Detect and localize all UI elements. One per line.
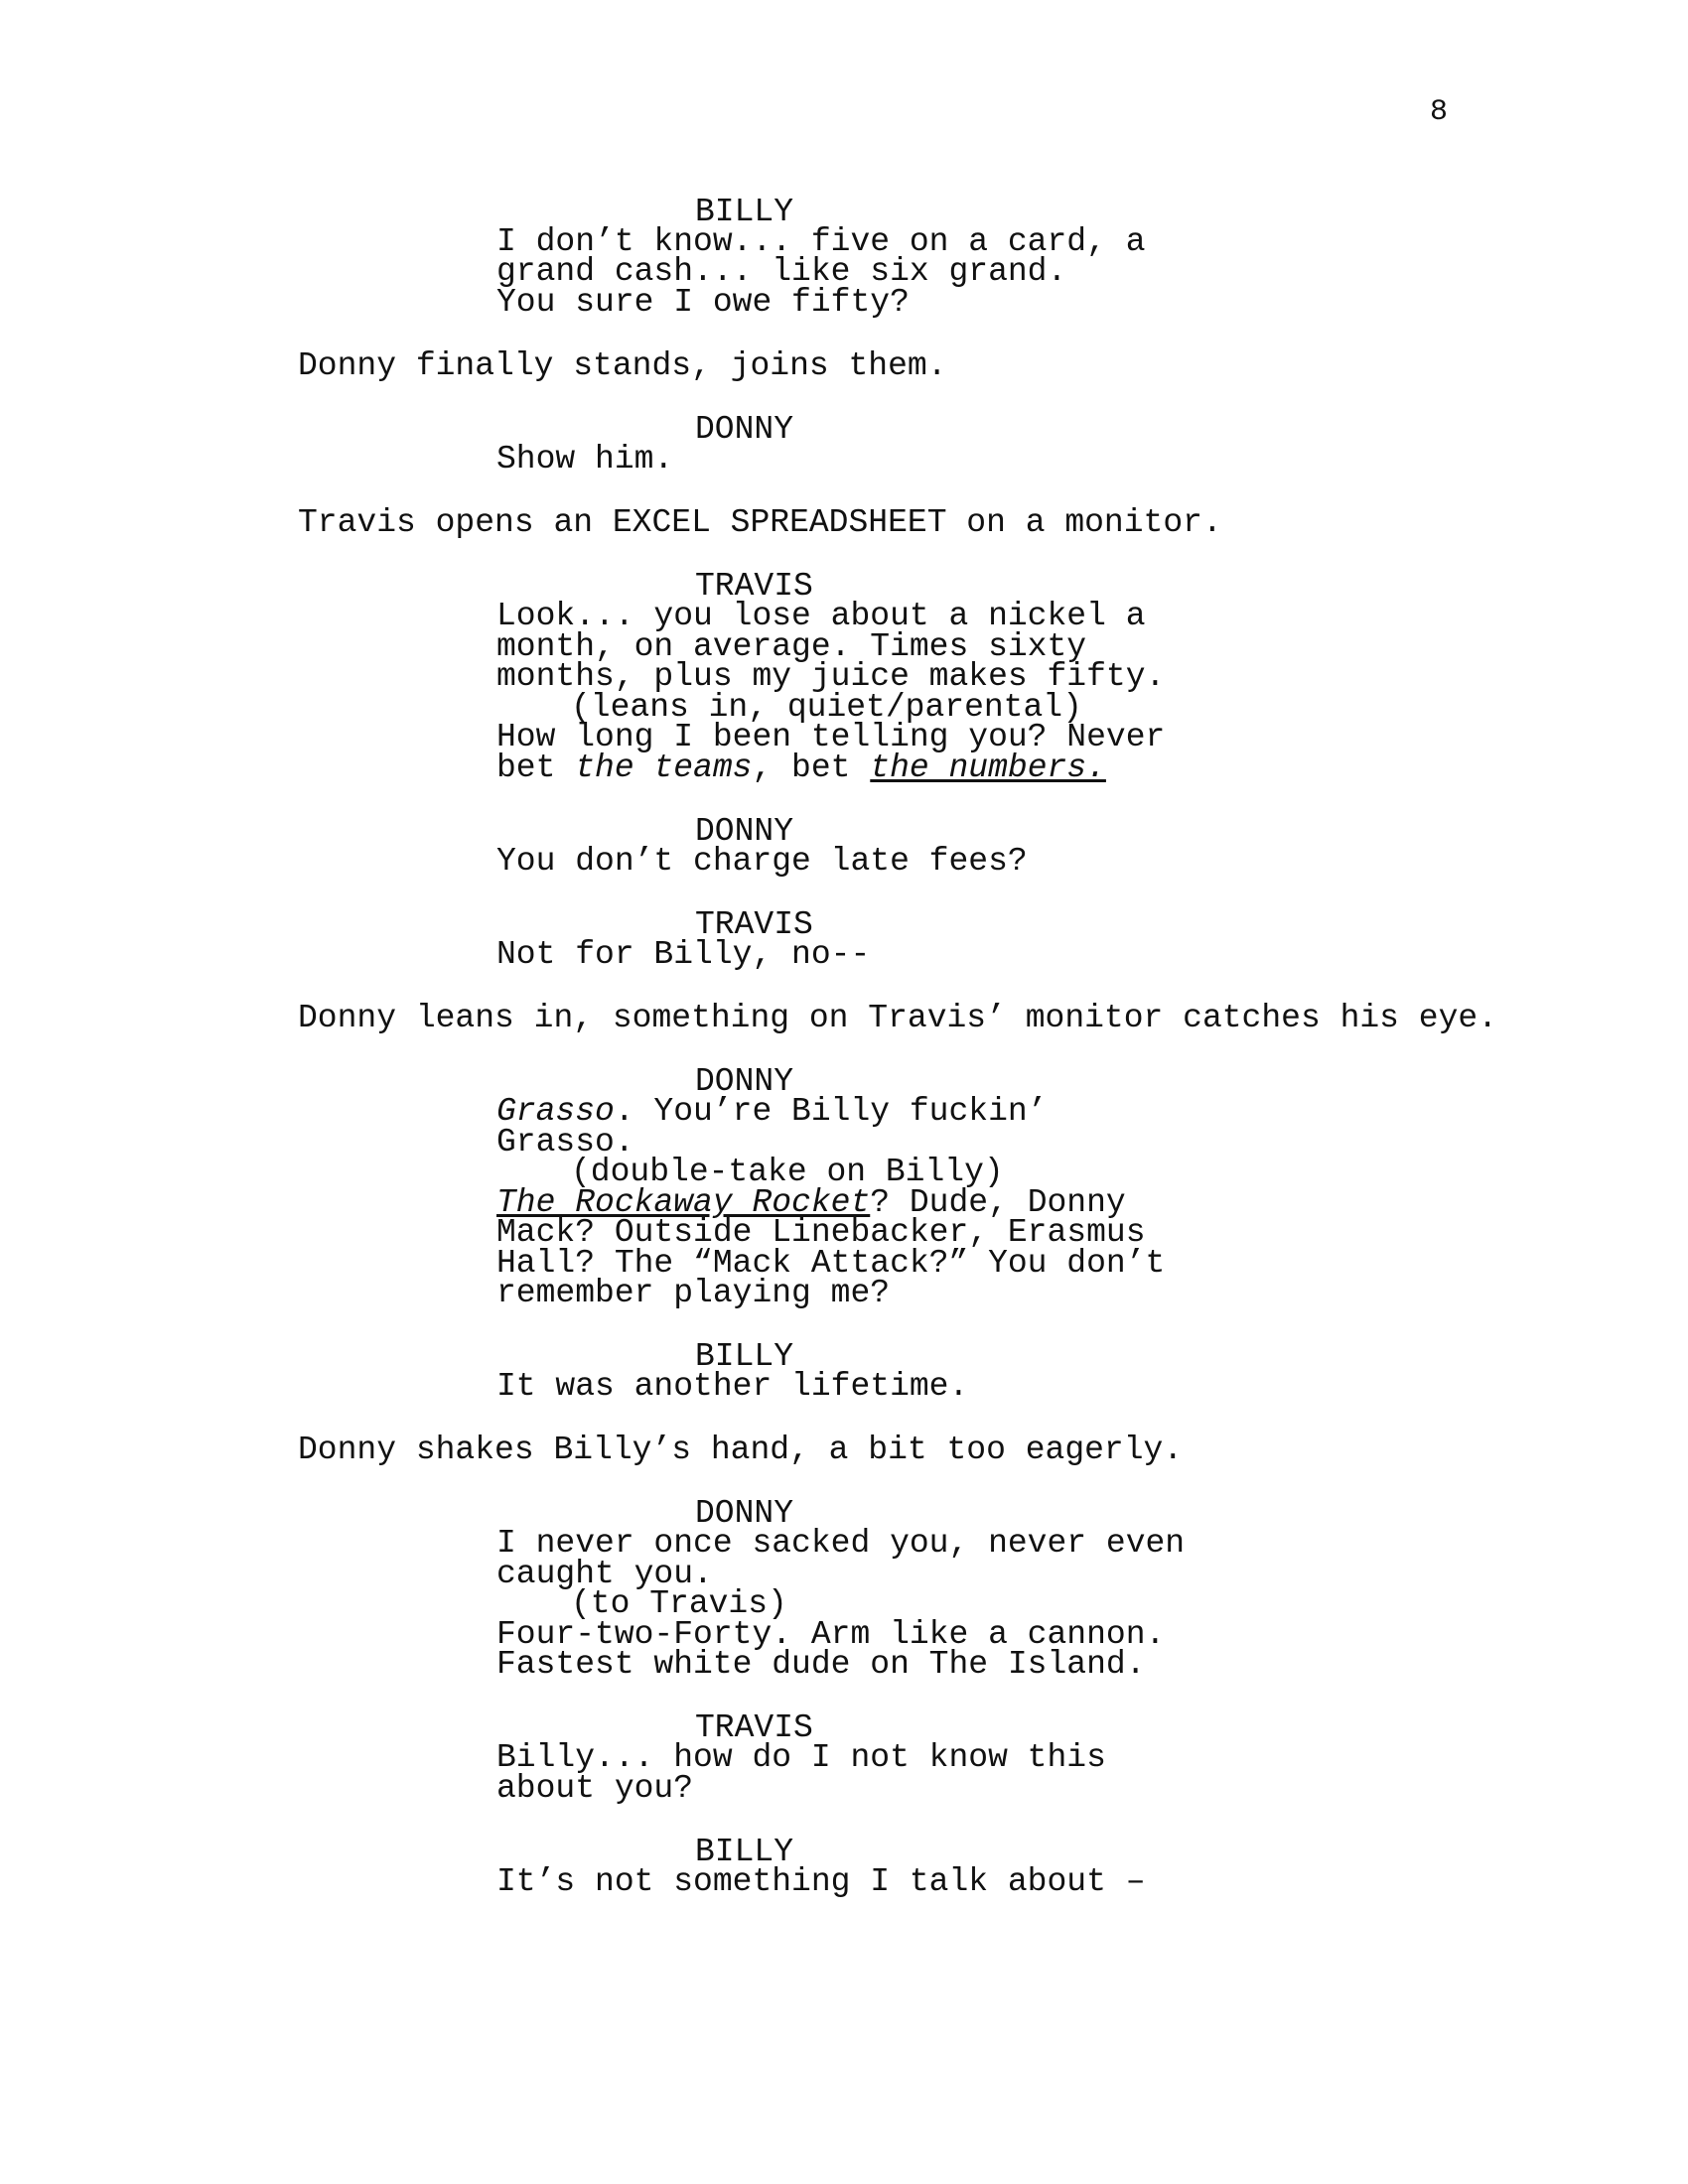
character-name-billy: BILLY (695, 194, 794, 230)
dialogue-line: You don’t charge late fees? (496, 843, 1028, 880)
dialogue-line: caught you. (496, 1556, 713, 1592)
dialogue-line: It’s not something I talk about – (496, 1863, 1146, 1900)
dialogue-line: It was another lifetime. (496, 1368, 969, 1405)
parenthetical: (to Travis) (571, 1585, 787, 1622)
character-name-billy: BILLY (695, 1338, 794, 1375)
dialogue-line: I never once sacked you, never even (496, 1525, 1186, 1562)
page-number: 8 (1430, 95, 1449, 129)
dialogue-line (496, 1093, 1048, 1130)
text-segment: . You’re Billy fuckin’ (614, 1093, 1048, 1130)
dialogue-line: Not for Billy, no-- (496, 936, 871, 973)
action-line: Travis opens an EXCEL SPREADSHEET on a monitor. (298, 504, 1222, 541)
character-name-billy: BILLY (695, 1834, 794, 1870)
dialogue-line: Grasso. (496, 1124, 634, 1160)
parenthetical: (double-take on Billy) (571, 1154, 1004, 1190)
character-name-travis: TRAVIS (695, 1709, 813, 1746)
dialogue-line: How long I been telling you? Never (496, 719, 1166, 755)
dialogue-line: You sure I owe fifty? (496, 284, 910, 321)
dialogue-line: Look... you lose about a nickel a (496, 598, 1146, 634)
dialogue-line: Fastest white dude on The Island. (496, 1646, 1146, 1683)
action-line: Donny leans in, something on Travis’ monitor catches his eye. (298, 1000, 1497, 1036)
text-segment: , bet (752, 750, 871, 786)
emphasis-text: Grasso (496, 1093, 615, 1130)
dialogue-line (496, 750, 1106, 786)
action-line: Donny shakes Billy’s hand, a bit too eagerly. (298, 1432, 1184, 1468)
dialogue-line: Mack? Outside Linebacker, Erasmus (496, 1214, 1146, 1251)
character-name-donny: DONNY (695, 1063, 794, 1100)
character-name-travis: TRAVIS (695, 906, 813, 943)
dialogue-line: months, plus my juice makes fifty. (496, 658, 1166, 695)
underlined-emphasis-text: The Rockaway Rocket (496, 1184, 871, 1221)
text-segment: ? Dude, Donny (870, 1184, 1126, 1221)
dialogue-line: about you? (496, 1770, 694, 1807)
dialogue-line: month, on average. Times sixty (496, 628, 1087, 665)
dialogue-line: I don’t know... five on a card, a (496, 223, 1146, 260)
character-name-donny: DONNY (695, 1495, 794, 1532)
dialogue-line: grand cash... like six grand. (496, 253, 1067, 290)
character-name-donny: DONNY (695, 411, 794, 448)
action-line: Donny finally stands, joins them. (298, 347, 947, 384)
text-segment: bet (496, 750, 576, 786)
underlined-emphasis-text: the numbers. (870, 750, 1106, 786)
character-name-travis: TRAVIS (695, 568, 813, 605)
dialogue-line: remember playing me? (496, 1275, 891, 1311)
character-name-donny: DONNY (695, 813, 794, 850)
dialogue-line: Billy... how do I not know this (496, 1739, 1106, 1776)
parenthetical: (leans in, quiet/parental) (571, 689, 1082, 726)
dialogue-line: Show him. (496, 441, 674, 478)
emphasis-text: the teams (575, 750, 753, 786)
dialogue-line: Hall? The “Mack Attack?” You don’t (496, 1245, 1166, 1282)
dialogue-line: Four-two-Forty. Arm like a cannon. (496, 1616, 1166, 1653)
